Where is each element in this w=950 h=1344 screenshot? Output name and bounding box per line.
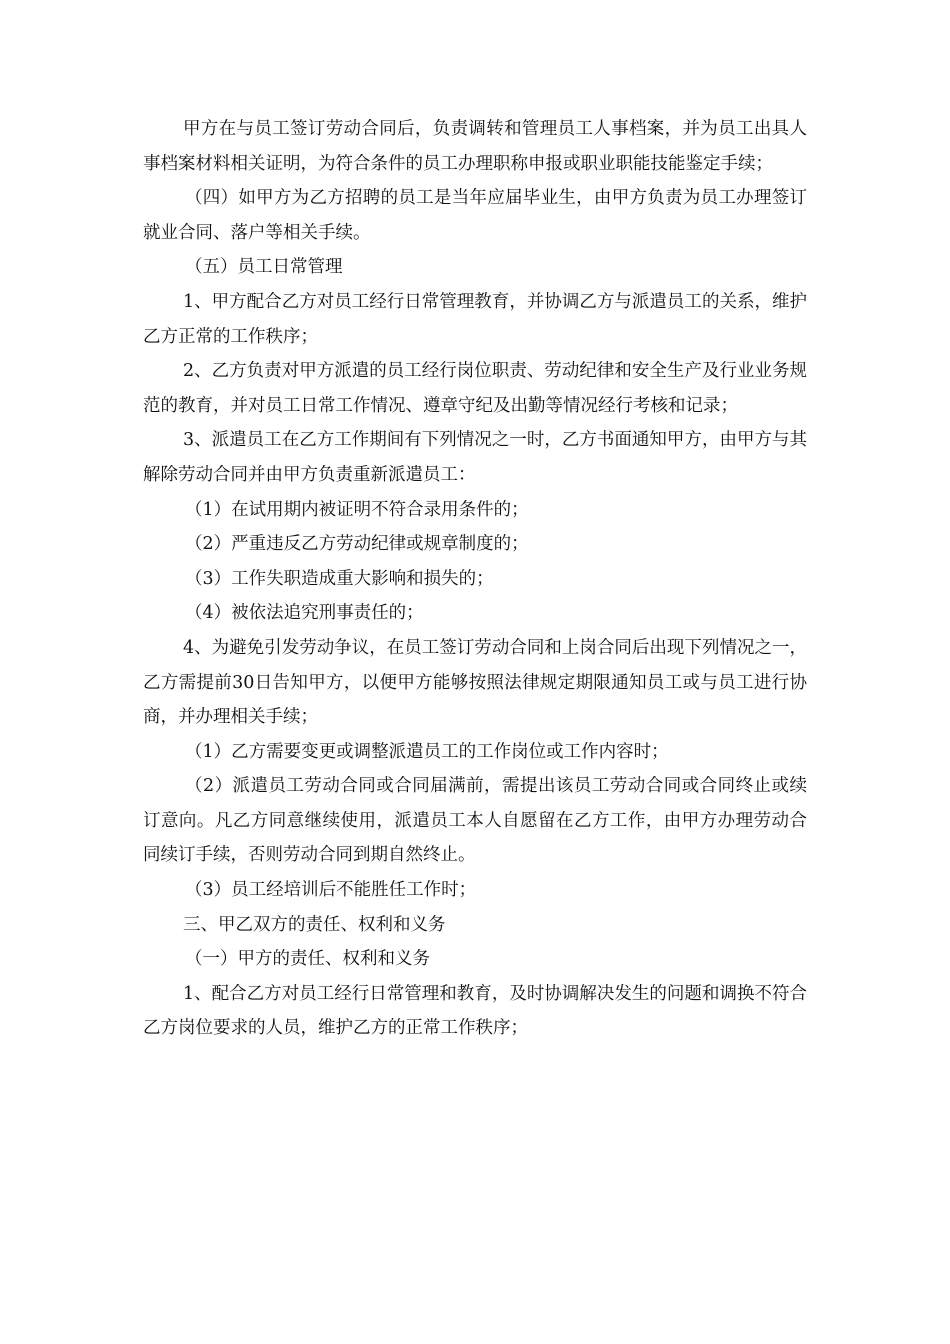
paragraph: （四）如甲方为乙方招聘的员工是当年应届毕业生，由甲方负责为员工办理签订就业合同、落户等相关手续。	[143, 188, 807, 243]
paragraph: 1、配合乙方对员工经行日常管理和教育，及时协调解决发生的问题和调换不符合乙方岗位要求的人员，维护乙方的正常工作秩序；	[143, 983, 807, 1039]
list-item: （3）工作失职造成重大影响和损失的；	[185, 568, 494, 589]
list-item: （2）派遣员工劳动合同或合同届满前，需提出该员工劳动合同或合同终止或续订意向。凡乙方同意继续使用，派遣员工本人自愿留在乙方工作，由甲方办理劳动合同续订手续，否则劳动合同到期自然终止。	[143, 776, 807, 866]
paragraph: 甲方在与员工签订劳动合同后，负责调转和管理员工人事档案，并为员工出具人事档案材料相关证明，为符合条件的员工办理职称申报或职业职能技能鉴定手续；	[143, 119, 807, 174]
section-heading: 三、甲乙双方的责任、权利和义务	[183, 914, 446, 935]
document-page	[143, 112, 807, 1046]
paragraph: 1、甲方配合乙方对员工经行日常管理教育，并协调乙方与派遣员工的关系，维护乙方正常的工作秩序；	[143, 291, 807, 347]
paragraph: 3、派遣员工在乙方工作期间有下列情况之一时，乙方书面通知甲方，由甲方与其解除劳动合同并由甲方负责重新派遣员工：	[143, 430, 807, 485]
list-item: （1）在试用期内被证明不符合录用条件的；	[185, 499, 529, 520]
list-item: （2）严重违反乙方劳动纪律或规章制度的；	[185, 534, 529, 555]
paragraph: 4、为避免引发劳动争议，在员工签订劳动合同和上岗合同后出现下列情况之一，乙方需提前30日告知甲方，以便甲方能够按照法律规定期限通知员工或与员工进行协商，并办理相关手续；	[143, 637, 807, 728]
list-item: （1）乙方需要变更或调整派遣员工的工作岗位或工作内容时；	[185, 741, 669, 762]
paragraph: 2、乙方负责对甲方派遣的员工经行岗位职责、劳动纪律和安全生产及行业业务规范的教育，并对员工日常工作情况、遵章守纪及出勤等情况经行考核和记录；	[143, 361, 807, 416]
subsection-heading: （一）甲方的责任、权利和义务	[185, 949, 430, 970]
list-item: （4）被依法追究刑事责任的；	[185, 603, 424, 624]
section-heading: （五）员工日常管理	[185, 257, 343, 278]
list-item: （3）员工经培训后不能胜任工作时；	[185, 880, 477, 901]
